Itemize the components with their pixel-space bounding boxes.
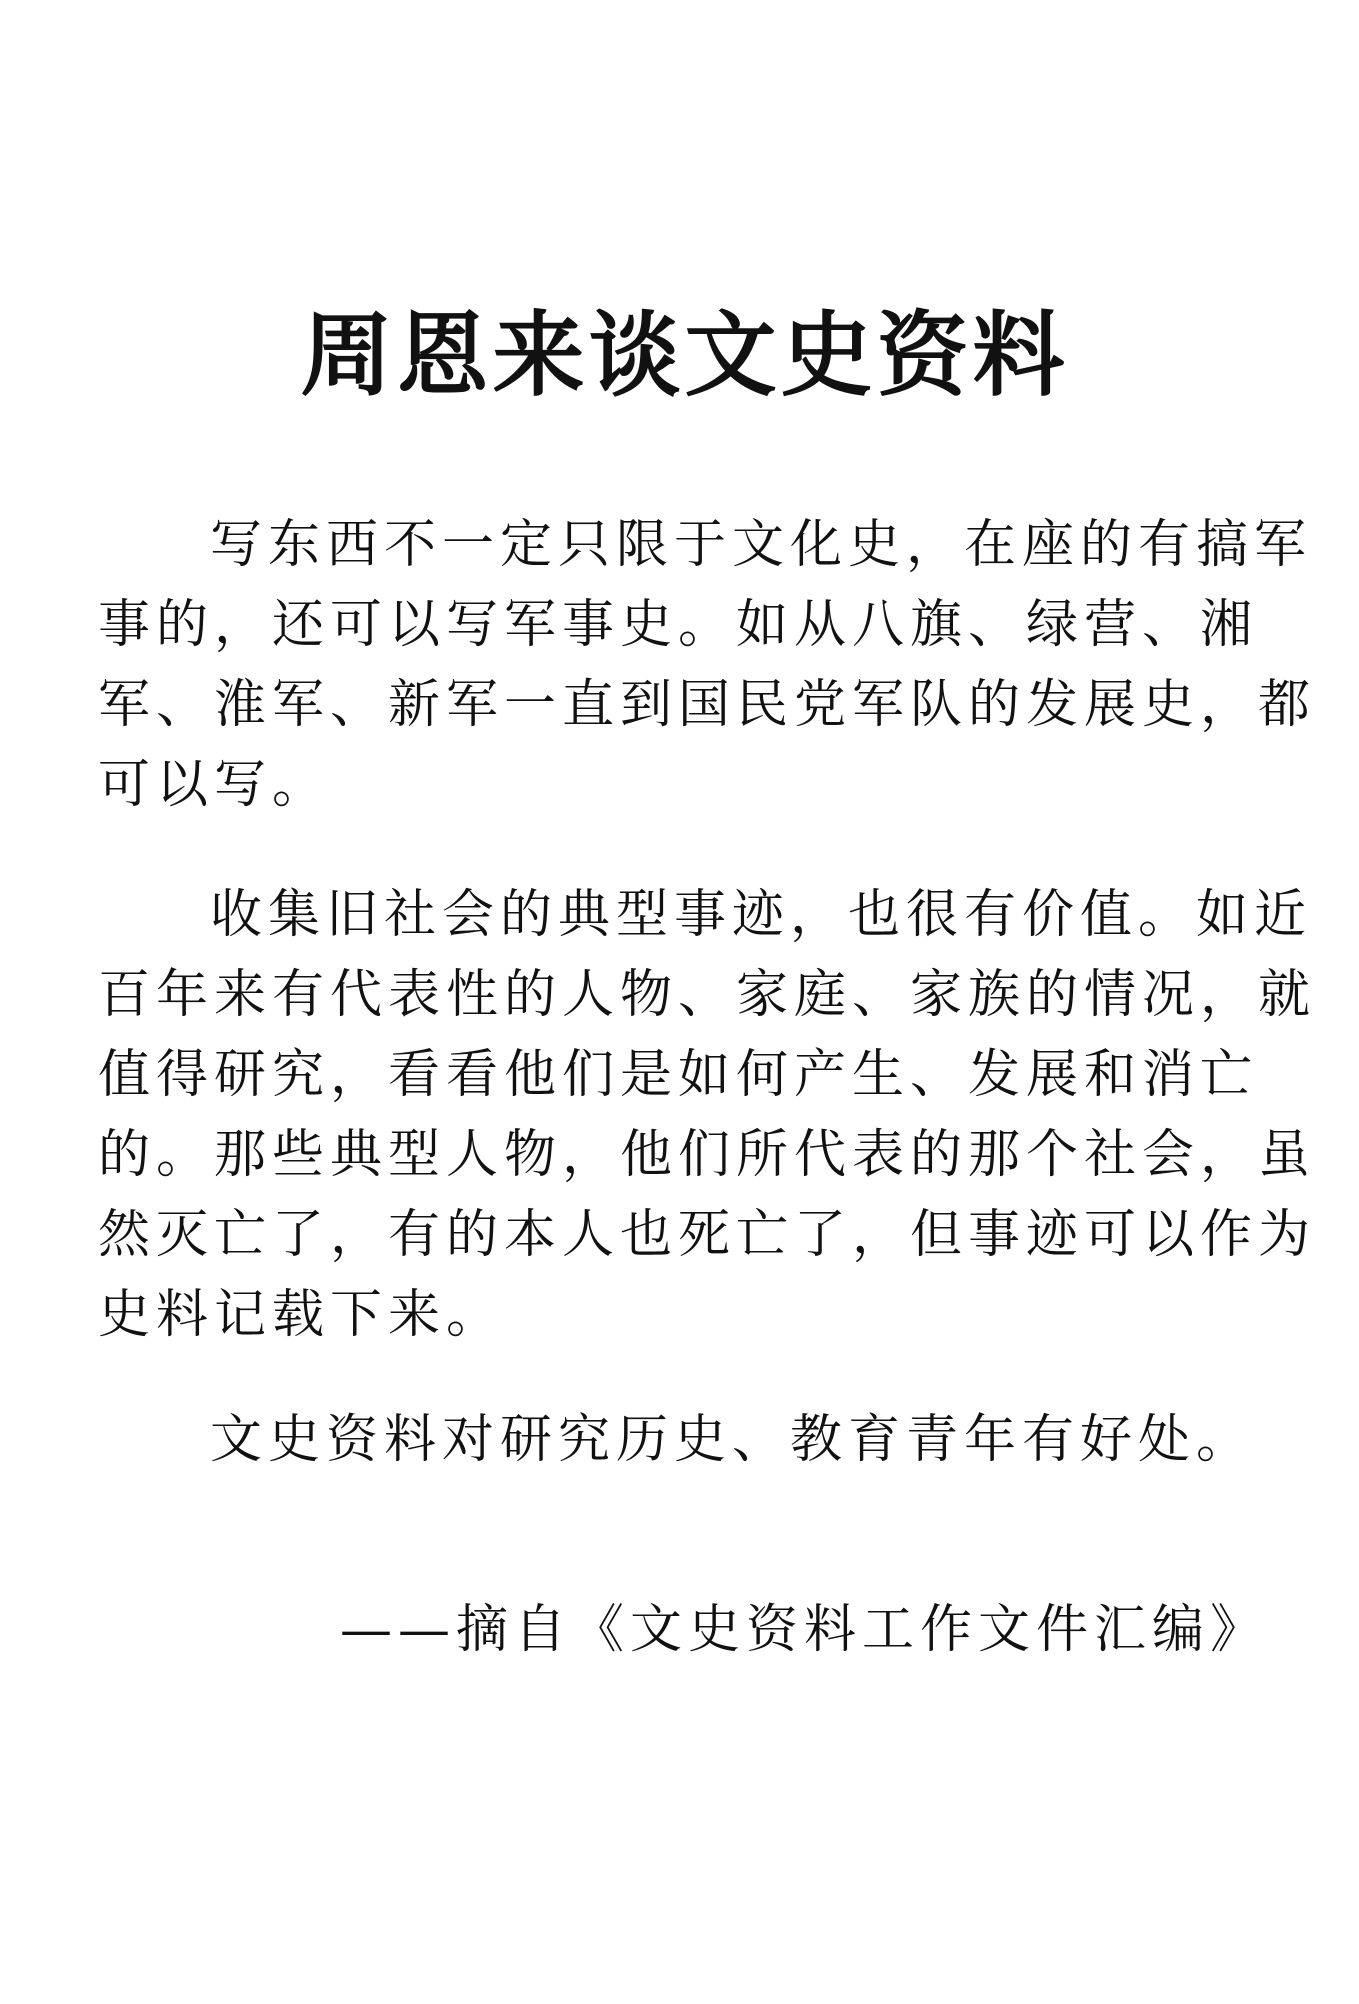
paragraph-line: 可以写。 <box>98 755 331 815</box>
paragraph-1 <box>98 505 1317 825</box>
paragraph-3 <box>98 1400 1258 1480</box>
paragraph-line: 收集旧社会的典型事迹，也很有价值。如近 <box>210 885 1313 945</box>
page-title: 周恩来谈文史资料 <box>300 301 1069 409</box>
paragraph-line: 事的，还可以写军事史。如从八旗、绿营、湘 <box>98 595 1259 655</box>
paragraph-line: 值得研究，看看他们是如何产生、发展和消亡 <box>98 1045 1259 1105</box>
paragraph-line: 百年来有代表性的人物、家庭、家族的情况，就 <box>98 965 1317 1025</box>
paragraph-line: 史料记载下来。 <box>98 1285 505 1345</box>
paragraph-line: 写东西不一定只限于文化史，在座的有搞军 <box>210 515 1313 575</box>
paragraph-line: 军、淮军、新军一直到国民党军队的发展史，都 <box>98 675 1317 735</box>
paragraph-line: 然灭亡了，有的本人也死亡了，但事迹可以作为 <box>98 1205 1317 1265</box>
paragraph-2 <box>98 875 1317 1355</box>
source-citation: ——摘自《文史资料工作文件汇编》 <box>340 1600 1269 1660</box>
paragraph-line: 的。那些典型人物，他们所代表的那个社会，虽 <box>98 1125 1317 1185</box>
paragraph-line: 文史资料对研究历史、教育青年有好处。 <box>210 1410 1255 1470</box>
